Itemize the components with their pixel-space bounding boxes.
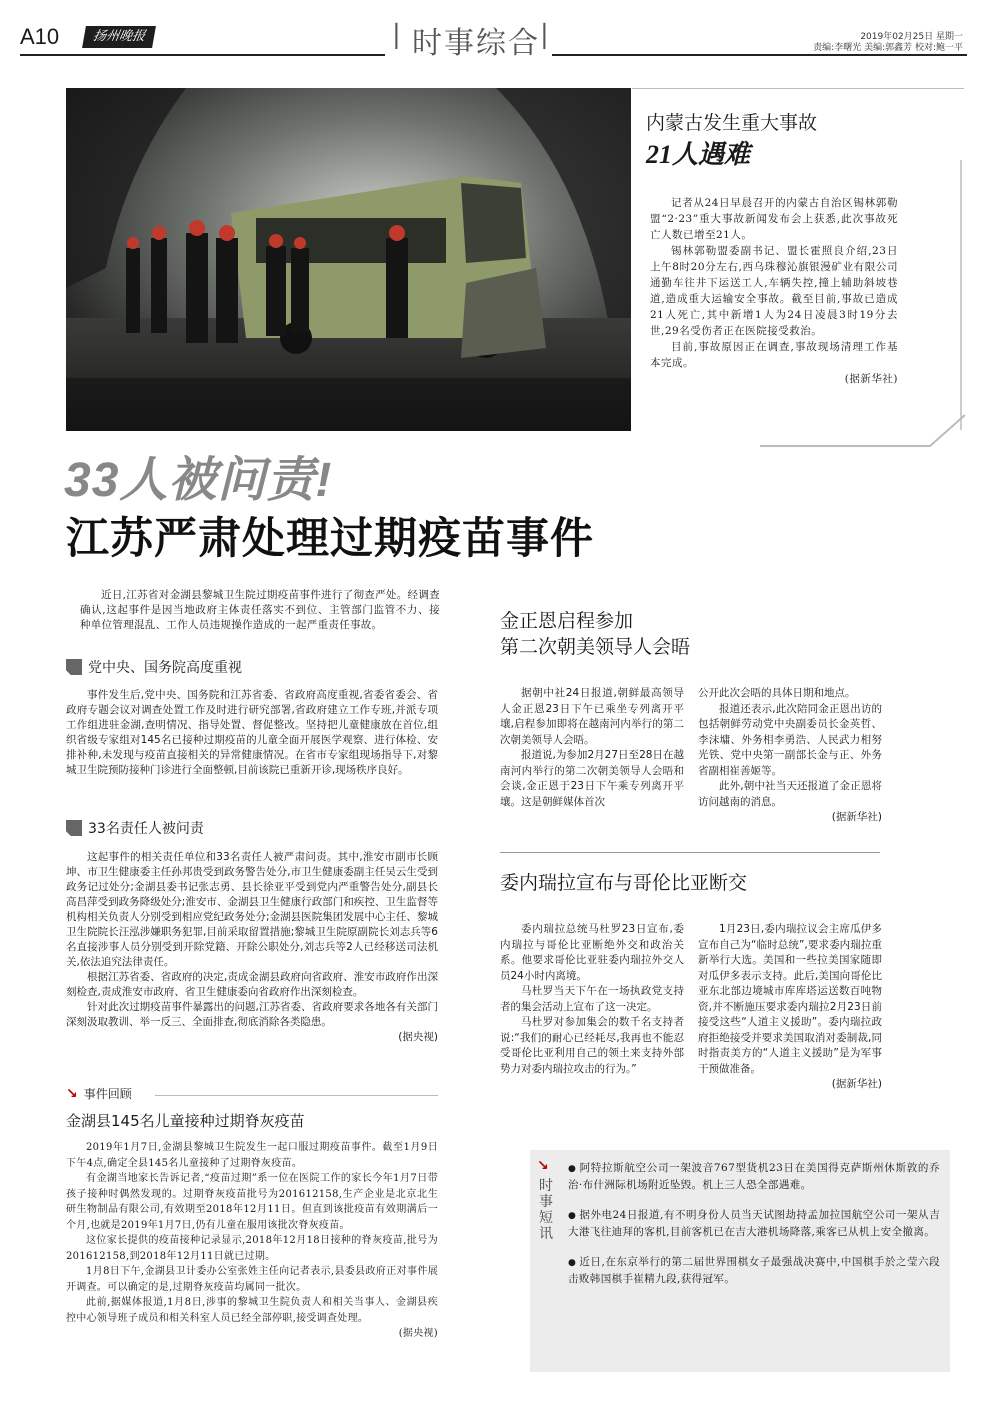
header-rule-right bbox=[552, 54, 967, 56]
news-brief-item: ● 阿特拉斯航空公司一架波音767型货机23日在美国得克萨斯州休斯敦的乔治·布什洲际机场附近坠毁。机上三人恐全部遇难。 bbox=[568, 1160, 940, 1193]
news-brief-list bbox=[568, 1160, 940, 1301]
accident-frame-corner bbox=[760, 410, 970, 450]
accident-paragraph: 锡林郭勒盟委副书记、盟长霍照良介绍,23日上午8时20分左右,西乌珠穆沁旗银漫矿业有限公司通勤车往井下运送工人,车辆失控,撞上辅助斜坡巷道,造成重大运输安全事故。截至目前,事故已造成21人死亡,其中新增1人为24日凌晨3时19分去世,29名受伤者正在医院接受救治。 bbox=[650, 245, 898, 337]
vaccine-section2-body: 这起事件的相关责任单位和33名责任人被严肃问责。其中,淮安市副市长顾坤、市卫生健康委主任孙邦贵受到政务警告处分,市卫生健康委副主任吴云生受到政务记过处分;金湖县委书记张志勇、县长徐亚平受到党内严重警告处分,副县长高昌萍受到政务降级处分;淮安市、金湖县卫生健康行政部门和疾控、卫生监督等机构相关负责人分别受到相应党纪政务处分;金湖县医院集团发展中心主任、黎城卫生院院长汪泓涉嫌职务犯罪,目前采取留置措施;黎城卫生院原副院长刘志兵等6名直接涉事人员分别受到开除党籍、开除公职处分,刘志兵等2人已经移送司法机关,依法追究法律责任。 bbox=[66, 851, 438, 968]
korea-title-line2: 第二次朝美领导人会晤 bbox=[500, 636, 691, 658]
vaccine-section2-title: 33名责任人被问责 bbox=[66, 818, 204, 838]
page-number: A10 bbox=[20, 24, 60, 49]
venezuela-paragraph: 马杜罗对参加集会的数千名支持者说:“我们的耐心已经耗尽,我再也不能忍受哥伦比亚利用自己的领土来支持外部势力对委内瑞拉攻击的行为。” bbox=[500, 1016, 684, 1075]
recall-paragraph: 此前,据媒体报道,1月8日,涉事的黎城卫生院负责人和相关当事人、金湖县疾控中心领导班子成员和相关科室人员已经全部停职,接受调查处理。 bbox=[66, 1297, 438, 1324]
accident-source: (据新华社) bbox=[844, 373, 898, 385]
venezuela-source: (据新华社) bbox=[831, 1078, 882, 1090]
news-brief-item: ● 据外电24日报道,有不明身份人员当天试图劫持孟加拉国航空公司一架从吉大港飞往迪拜的客机,目前客机已在吉大港机场降落,乘客已从机上安全撤离。 bbox=[568, 1207, 940, 1240]
accident-subtitle: 21人遇难 bbox=[646, 140, 751, 169]
korea-paragraph: 报道说,为参加2月27日至28日在越南河内举行的第二次朝美领导人会晤和会谈,金正恩于23日下午乘专列离开平壤。这是朝鲜媒体首次 bbox=[500, 749, 684, 808]
headline-line1: 33人被问责! bbox=[64, 454, 333, 507]
korea-paragraph: 公开此次会晤的具体日期和地点。 bbox=[698, 687, 856, 699]
recall-title: 金湖县145名儿童接种过期脊灰疫苗 bbox=[66, 1112, 305, 1130]
staff-line: 责编:李曙光 美编:郭鑫芳 校对:鲍一平 bbox=[813, 43, 963, 53]
masthead-logo: 扬州晚报 bbox=[82, 26, 156, 48]
vaccine-section1 bbox=[66, 688, 438, 778]
vaccine-section1-title: 党中央、国务院高度重视 bbox=[66, 657, 242, 677]
venezuela-paragraph: 1月23日,委内瑞拉议会主席瓜伊多宣布自己为“临时总统”,要求委内瑞拉重新举行大选。美国和一些拉美国家随即对瓜伊多表示支持。此后,美国向哥伦比亚东北部边境城市库库塔运送数百吨物资,并不断施压要求委内瑞拉2月23日前接受这些“人道主义援助”。委内瑞拉政府拒绝接受并要求美国取消对委制裁,同时指责美方的“人道主义援助”是为军事干预做准备。 bbox=[698, 923, 882, 1075]
venezuela-col1 bbox=[500, 922, 684, 1077]
news-brief-item: ● 近日,在东京举行的第二届世界围棋女子最强战决赛中,中国棋手於之莹六段击败韩国棋手崔精九段,获得冠军。 bbox=[568, 1254, 940, 1287]
date-line: 2019年02月25日 星期一 bbox=[860, 32, 963, 42]
venezuela-col2 bbox=[698, 922, 882, 1093]
accident-frame-right bbox=[960, 160, 962, 430]
accident-paragraph: 目前,事故原因正在调查,事故现场清理工作基本完成。 bbox=[650, 341, 898, 369]
recall-rule bbox=[155, 1095, 438, 1096]
recall-paragraph: 2019年1月7日,金湖县黎城卫生院发生一起口服过期疫苗事件。截至1月9日下午4点,确定全县145名儿童接种了过期脊灰疫苗。 bbox=[66, 1142, 438, 1169]
vaccine-intro bbox=[80, 588, 440, 633]
recall-paragraph: 有金湖当地家长告诉记者,“疫苗过期”系一位在医院工作的家长今年1月7日带孩子接种时偶然发现的。过期脊灰疫苗批号为201612158,生产企业是北京北生研生物制品有限公司,有效期至2018年12月11日。但直到该批疫苗有效期满后一个月,也就是2019年1月7日,仍有儿童在服用该批次脊灰疫苗。 bbox=[66, 1173, 438, 1231]
accident-paragraph: 记者从24日早晨召开的内蒙古自治区锡林郭勒盟“2·23”重大事故新闻发布会上获悉,此次事故死亡人数已增至21人。 bbox=[650, 197, 898, 241]
recall-tag: ↘ 事件回顾 bbox=[66, 1085, 132, 1102]
korea-source: (据新华社) bbox=[831, 811, 882, 823]
vaccine-section2 bbox=[66, 850, 438, 1045]
section-bar-right: | bbox=[540, 20, 549, 50]
headline-line2: 江苏严肃处理过期疫苗事件 bbox=[66, 514, 594, 564]
korea-title-line1: 金正恩启程参加 bbox=[500, 610, 634, 632]
vaccine-section2-body: 根据江苏省委、省政府的决定,责成金湖县政府向省政府、淮安市政府作出深刻检查,责成淮安市政府、省卫生健康委向省政府作出深刻检查。 bbox=[66, 971, 438, 998]
korea-paragraph: 据朝中社24日报道,朝鲜最高领导人金正恩23日下午已乘坐专列离开平壤,启程参加即将在越南河内举行的第二次朝美领导人会晤。 bbox=[500, 687, 684, 746]
vaccine-source: (据央视) bbox=[398, 1031, 438, 1043]
korea-col2 bbox=[698, 686, 882, 826]
korea-col1 bbox=[500, 686, 684, 810]
recall-paragraph: 这位家长提供的疫苗接种记录显示,2018年12月18日接种的脊灰疫苗,批号为201612158,到2018年12月11日就已过期。 bbox=[66, 1235, 438, 1262]
news-brief-label: 时事短讯 bbox=[539, 1178, 553, 1242]
header-rule-left bbox=[20, 54, 385, 56]
korea-paragraph: 报道还表示,此次陪同金正恩出访的包括朝鲜劳动党中央副委员长金英哲、李沫墉、外务相李勇浩、人民武力相努光铁、党中央第一副部长金与正、外务省副相崔善姬等。 bbox=[698, 702, 882, 777]
venezuela-title: 委内瑞拉宣布与哥伦比亚断交 bbox=[500, 872, 748, 894]
vaccine-section1-body: 事件发生后,党中央、国务院和江苏省委、省政府高度重视,省委省委会、省政府专题会议对调查处置工作及时进行研究部署,省政府建立工作专班,并派专项工作组进驻金湖,查明情况、指导处置、督促整改。坚持把儿童健康放在首位,组织省级专家组对145名已接种过期疫苗的儿童全面开展医学观察、进行体检、安排补种,未发现与疫苗直接相关的异常健康情况。在省市专家组现场指导下,对黎城卫生院预防接种门诊进行全面整顿,目前该院已重新开诊,现场秩序良好。 bbox=[66, 689, 438, 776]
vaccine-section2-body: 针对此次过期疫苗事件暴露出的问题,江苏省委、省政府要求各地各有关部门深刻汲取教训、举一反三、全面排查,彻底消除各类隐患。 bbox=[66, 1001, 438, 1028]
recall-source: (据央视) bbox=[398, 1328, 438, 1339]
venezuela-paragraph: 委内瑞拉总统马杜罗23日宣布,委内瑞拉与哥伦比亚断绝外交和政治关系。他要求哥伦比亚驻委内瑞拉外交人员24小时内离境。 bbox=[500, 923, 684, 982]
vaccine-intro-text: 近日,江苏省对金湖县黎城卫生院过期疫苗事件进行了彻查严处。经调查确认,这起事件是因当地政府主体责任落实不到位、主管部门监管不力、接种单位管理混乱、工作人员违规操作造成的一起严重责任事故。 bbox=[80, 589, 440, 631]
venezuela-paragraph: 马杜罗当天下午在一场执政党支持者的集会活动上宣布了这一决定。 bbox=[500, 985, 684, 1013]
korea-paragraph: 此外,朝中社当天还报道了金正恩将访问越南的消息。 bbox=[698, 780, 882, 808]
recall-article bbox=[66, 1140, 438, 1342]
news-brief-arrow-icon: ↘ bbox=[537, 1158, 549, 1174]
accident-frame-top bbox=[632, 88, 964, 89]
accident-title: 内蒙古发生重大事故 bbox=[646, 112, 818, 134]
section-title: 时事综合 bbox=[412, 26, 540, 61]
section-bar-left: | bbox=[392, 20, 401, 50]
column-separator bbox=[500, 852, 880, 853]
recall-paragraph: 1月8日下午,金湖县卫计委办公室张姓主任向记者表示,县委县政府正对事件展开调查。可以确定的是,过期脊灰疫苗均属同一批次。 bbox=[66, 1266, 438, 1293]
tunnel-bus-scene bbox=[66, 88, 631, 431]
accident-article bbox=[650, 195, 898, 387]
accident-photo bbox=[66, 88, 631, 431]
